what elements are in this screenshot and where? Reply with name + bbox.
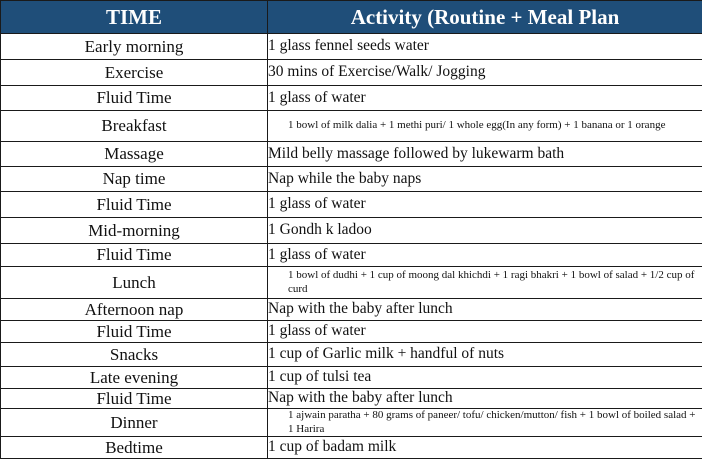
table-row bbox=[1, 34, 702, 60]
activity-cell: 1 bowl of milk dalia + 1 methi puri/ 1 whole egg(In any form) + 1 banana or 1 orange bbox=[268, 111, 702, 142]
activity-cell: Nap with the baby after lunch bbox=[268, 389, 702, 409]
activity-cell: Nap with the baby after lunch bbox=[268, 299, 702, 321]
time-cell: Nap time bbox=[1, 167, 268, 192]
activity-cell: 1 glass of water bbox=[268, 86, 702, 111]
time-cell: Dinner bbox=[1, 409, 268, 437]
activity-cell: 1 cup of badam milk bbox=[268, 437, 702, 459]
activity-cell: 1 glass of water bbox=[268, 244, 702, 267]
activity-cell: 1 bowl of dudhi + 1 cup of moong dal khichdi + 1 ragi bhakri + 1 bowl of salad + 1/2 cup of curd bbox=[268, 267, 702, 299]
time-cell: Snacks bbox=[1, 343, 268, 367]
time-cell: Bedtime bbox=[1, 437, 268, 459]
table-row bbox=[1, 267, 702, 299]
table-row bbox=[1, 142, 702, 167]
table-row bbox=[1, 218, 702, 244]
table-row bbox=[1, 192, 702, 218]
time-cell: Breakfast bbox=[1, 111, 268, 142]
activity-cell: Mild belly massage followed by lukewarm bath bbox=[268, 142, 702, 167]
time-cell: Afternoon nap bbox=[1, 299, 268, 321]
activity-cell: 1 cup of Garlic milk + handful of nuts bbox=[268, 343, 702, 367]
table-row bbox=[1, 321, 702, 343]
table-row bbox=[1, 437, 702, 459]
table-row bbox=[1, 343, 702, 367]
time-cell: Mid-morning bbox=[1, 218, 268, 244]
activity-cell: Nap while the baby naps bbox=[268, 167, 702, 192]
activity-cell: 1 glass fennel seeds water bbox=[268, 34, 702, 60]
table-row bbox=[1, 409, 702, 437]
time-cell: Fluid Time bbox=[1, 321, 268, 343]
table-row bbox=[1, 86, 702, 111]
time-cell: Early morning bbox=[1, 34, 268, 60]
table-row bbox=[1, 60, 702, 86]
activity-cell: 1 glass of water bbox=[268, 192, 702, 218]
table-row bbox=[1, 367, 702, 389]
activity-cell: 1 cup of tulsi tea bbox=[268, 367, 702, 389]
time-cell: Massage bbox=[1, 142, 268, 167]
time-cell: Fluid Time bbox=[1, 86, 268, 111]
time-cell: Exercise bbox=[1, 60, 268, 86]
activity-cell: 1 glass of water bbox=[268, 321, 702, 343]
time-column-header: TIME bbox=[1, 1, 268, 34]
activity-column-header: Activity (Routine + Meal Plan bbox=[268, 1, 702, 34]
table-row bbox=[1, 299, 702, 321]
activity-cell: 1 ajwain paratha + 80 grams of paneer/ tofu/ chicken/mutton/ fish + 1 bowl of boiled salad + 1 Harira bbox=[268, 409, 702, 437]
table-header-row bbox=[1, 1, 702, 34]
time-cell: Fluid Time bbox=[1, 192, 268, 218]
activity-cell: 1 Gondh k ladoo bbox=[268, 218, 702, 244]
time-cell: Late evening bbox=[1, 367, 268, 389]
table-row bbox=[1, 244, 702, 267]
table-row bbox=[1, 389, 702, 409]
table-row bbox=[1, 111, 702, 142]
activity-cell: 30 mins of Exercise/Walk/ Jogging bbox=[268, 60, 702, 86]
time-cell: Fluid Time bbox=[1, 389, 268, 409]
time-cell: Lunch bbox=[1, 267, 268, 299]
time-cell: Fluid Time bbox=[1, 244, 268, 267]
table-row bbox=[1, 167, 702, 192]
